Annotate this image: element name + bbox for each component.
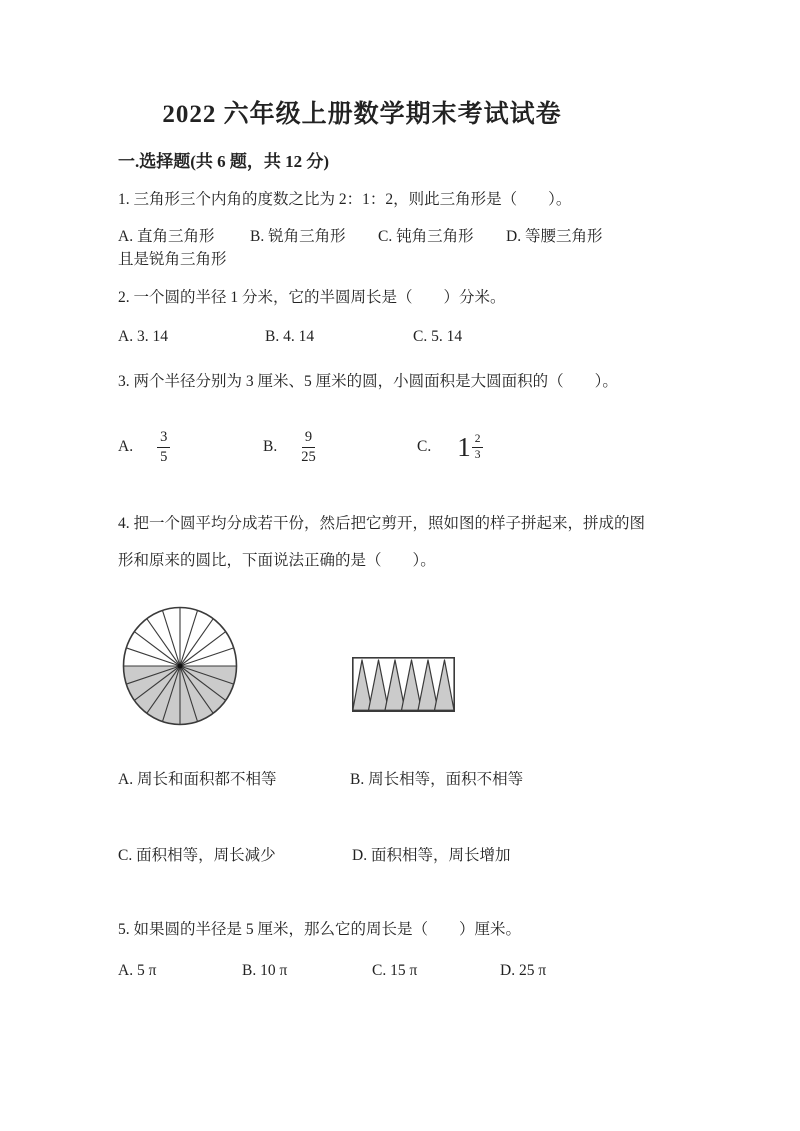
rearranged-sectors-figure <box>352 657 455 712</box>
mixed-number-whole: 1 <box>457 431 471 462</box>
circle-sectors-figure <box>122 606 238 727</box>
q5-option-b: B. 10 π <box>242 962 288 979</box>
q3-option-a-label: A. <box>118 438 134 455</box>
fraction <box>301 429 316 465</box>
q5-option-d: D. 25 π <box>500 962 547 979</box>
q3-option-a <box>118 427 170 467</box>
q4-option-b: B. 周长相等，面积不相等 <box>350 771 524 788</box>
q2-text: 2. 一个圆的半径 1 分米，它的半圆周长是（ ）分米。 <box>118 289 506 306</box>
section-heading: 一.选择题(共 6 题，共 12 分) <box>118 152 330 171</box>
q5-text: 5. 如果圆的半径是 5 厘米，那么它的周长是（ ）厘米。 <box>118 921 522 938</box>
q4-text-line1: 4. 把一个圆平均分成若干份，然后把它剪开，照如图的样子拼起来，拼成的图 <box>118 515 646 532</box>
q5-option-c: C. 15 π <box>372 962 418 979</box>
fraction-numerator: 9 <box>302 429 315 448</box>
fraction-denominator: 5 <box>160 448 168 465</box>
fraction-denominator: 3 <box>474 449 481 462</box>
fraction <box>472 433 484 462</box>
q1-text: 1. 三角形三个内角的度数之比为 2：1：2，则此三角形是（ ）。 <box>118 191 572 208</box>
q1-option-a: A. 直角三角形 <box>118 228 215 245</box>
q3-option-b-label: B. <box>263 438 278 455</box>
q5-option-a: A. 5 π <box>118 962 157 979</box>
q2-option-b: B. 4. 14 <box>265 328 315 345</box>
q2-option-a: A. 3. 14 <box>118 328 168 345</box>
page-title: 2022 六年级上册数学期末考试试卷 <box>162 101 562 128</box>
fraction-denominator: 25 <box>301 448 316 465</box>
fraction <box>157 429 170 465</box>
q4-option-d: D. 面积相等，周长增加 <box>352 847 511 864</box>
q4-option-a: A. 周长和面积都不相等 <box>118 771 277 788</box>
q3-option-b <box>263 427 316 467</box>
mixed-number <box>457 431 483 463</box>
q1-option-c: C. 钝角三角形 <box>378 228 474 245</box>
q1-option-b: B. 锐角三角形 <box>250 228 346 245</box>
q1-option-d-continuation: 且是锐角三角形 <box>118 251 227 268</box>
fraction-numerator: 2 <box>472 433 484 448</box>
q3-option-c-label: C. <box>417 438 432 455</box>
fraction-numerator: 3 <box>157 429 170 448</box>
q4-text-line2: 形和原来的圆比，下面说法正确的是（ ）。 <box>118 552 436 569</box>
q2-option-c: C. 5. 14 <box>413 328 463 345</box>
q4-option-c: C. 面积相等，周长减少 <box>118 847 276 864</box>
q3-text: 3. 两个半径分别为 3 厘米、5 厘米的圆，小圆面积是大圆面积的（ ）。 <box>118 373 618 390</box>
q1-option-d: D. 等腰三角形 <box>506 228 603 245</box>
q3-option-c <box>417 427 483 467</box>
